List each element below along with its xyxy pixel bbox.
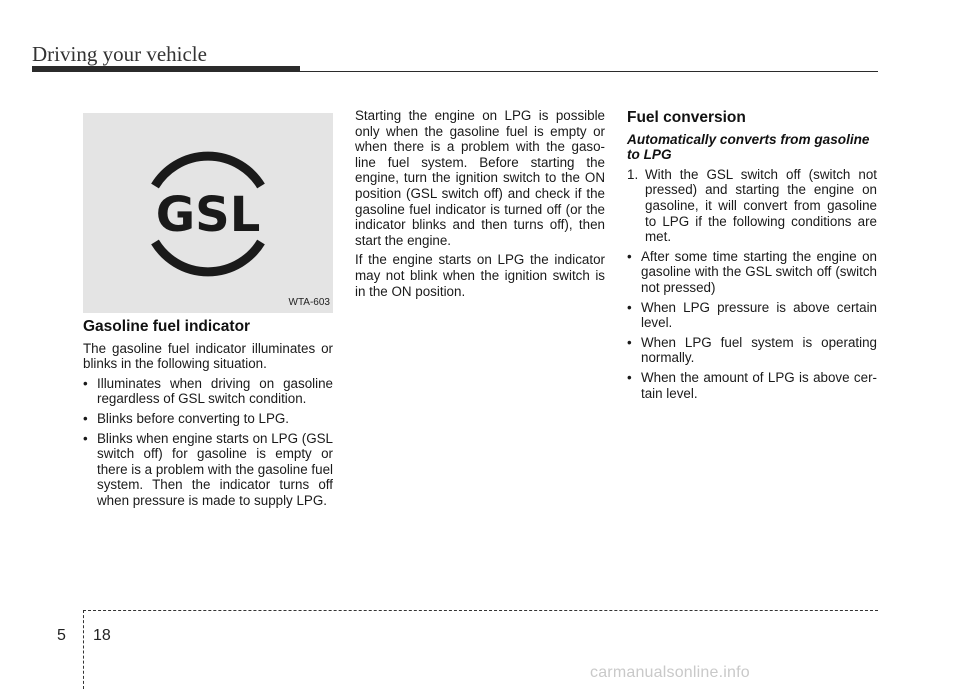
item-number: 1.	[627, 166, 639, 182]
bullet-glyph: •	[627, 299, 632, 315]
gsl-indicator-icon	[83, 113, 333, 313]
middle-column	[355, 108, 605, 303]
figure-code: WTA-603	[288, 297, 330, 309]
numbered-item-text: With the GSL switch off (switch not pressed) and starting the engine on gasoline, it will convert from gasoline to LPG if the following conditions are met.	[645, 166, 877, 245]
chapter-number: 5	[57, 627, 66, 644]
header-rule-thin	[300, 71, 878, 72]
header-title: Driving your vehicle	[32, 42, 207, 66]
list-item: • When LPG fuel system is operating normally.	[627, 334, 877, 366]
bullet-glyph: •	[83, 410, 88, 426]
gasoline-indicator-heading: Gasoline fuel indicator	[83, 318, 251, 335]
conversion-conditions-list	[627, 249, 877, 401]
gasoline-indicator-intro: The gasoline fuel indicator illuminates or blinks in the following situation.	[83, 340, 333, 372]
bullet-glyph: •	[83, 430, 88, 446]
bullet-glyph: •	[627, 334, 632, 350]
footer-rule-vertical	[83, 610, 84, 689]
bullet-glyph: •	[627, 248, 632, 264]
page-number: 18	[93, 627, 111, 644]
lpg-start-paragraph: Starting the engine on LPG is possible only when the gasoline fuel is empty or when there is a problem with the gaso-line fuel system. Before starting the engine, turn the ignition switch to the ON position (GSL switch off) and check if the gasoline fuel indicator is turned off (or the indicator blinks and then turns off), then start the engine.	[355, 108, 605, 248]
auto-convert-subheading: Automatically converts from gasoline to LPG	[627, 131, 870, 163]
header-rule-thick	[32, 66, 300, 72]
gsl-indicator-figure	[83, 113, 333, 313]
bullet-glyph: •	[627, 369, 632, 385]
bullet-glyph: •	[83, 375, 88, 391]
list-item: • Illuminates when driving on gasoline regardless of GSL switch condition.	[83, 375, 333, 407]
footer-rule-horizontal	[83, 610, 878, 611]
fuel-conversion-heading: Fuel conversion	[627, 109, 746, 126]
list-item: • After some time starting the engine on gasoline with the GSL switch off (switch not pressed)	[627, 248, 877, 295]
gasoline-indicator-list	[83, 376, 333, 509]
list-item: • When the amount of LPG is above cer-tain level.	[627, 369, 877, 401]
list-item: • Blinks when engine starts on LPG (GSL switch off) for gasoline is empty or there is a problem with the gasoline fuel system. Then the indicator turns off when pressure is made to supply LPG.	[83, 430, 333, 508]
left-column	[83, 110, 333, 513]
watermark: carmanualsonline.info	[590, 664, 750, 681]
lpg-indicator-paragraph: If the engine starts on LPG the indicator may not blink when the ignition switch is in the ON position.	[355, 252, 605, 299]
numbered-item	[627, 167, 877, 245]
right-column	[627, 110, 877, 405]
gsl-symbol-text: GSL	[155, 187, 261, 243]
list-item: • Blinks before converting to LPG.	[83, 410, 290, 426]
list-item: • When LPG pressure is above certain level.	[627, 299, 877, 331]
